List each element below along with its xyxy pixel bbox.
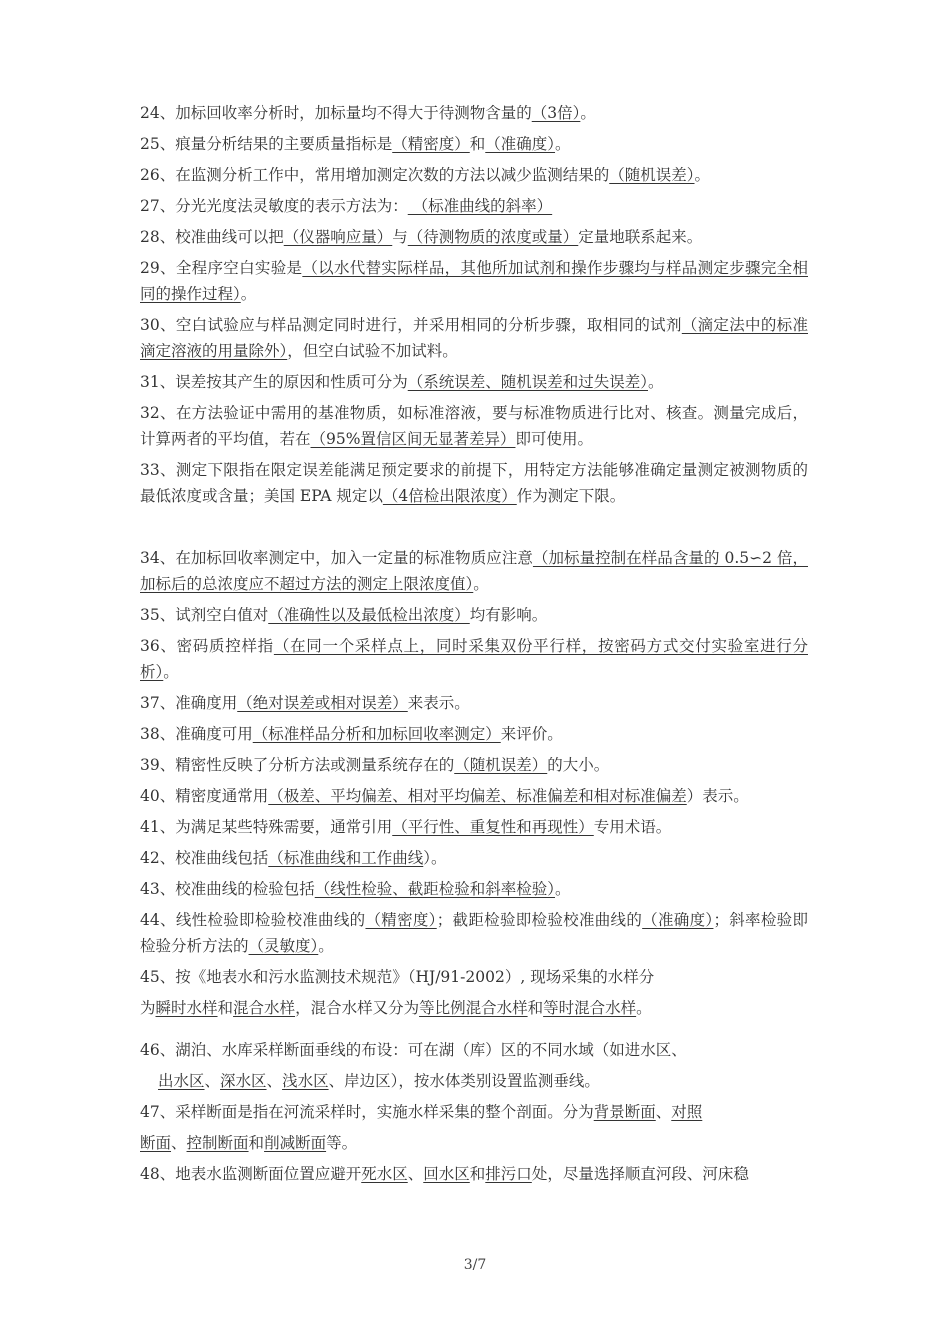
question-text: 的大小。	[547, 756, 610, 774]
question-text: ）表示。	[686, 787, 749, 805]
answer-text: （标准曲线的斜率）	[407, 197, 553, 215]
question-item	[140, 752, 808, 778]
question-text: 42、校准曲线包括	[140, 849, 269, 867]
question-text: ，但空白试验不加试料。	[287, 342, 458, 360]
question-item	[140, 100, 808, 126]
question-item	[140, 1161, 808, 1187]
question-text: 39、精密性反映了分析方法或测量系统存在的	[140, 756, 455, 774]
answer-text: （极差、平均偏差、相对平均偏差、标准偏差和相对标准偏差	[268, 787, 687, 805]
question-text: 47、采样断面是指在河流采样时，实施水样采集的整个剖面。分为	[140, 1103, 594, 1121]
answer-text: （系统误差、随机误差和过失误差）	[407, 373, 648, 391]
question-text: 38、准确度可用	[140, 725, 253, 743]
question-item	[140, 964, 808, 990]
question-item	[140, 814, 808, 840]
question-text: 来评价。	[500, 725, 563, 743]
answer-text: 混合水样	[233, 999, 296, 1017]
question-text: 作为测定下限。	[516, 487, 626, 505]
question-text: 。	[580, 104, 596, 122]
question-text: 34、在加标回收率测定中，加入一定量的标准物质应注意	[140, 549, 533, 567]
question-list	[140, 100, 808, 1192]
answer-text: （精密度）	[365, 911, 437, 929]
question-item	[140, 845, 808, 871]
question-text: 。	[648, 373, 664, 391]
answer-text: 瞬时水样	[155, 999, 218, 1017]
answer-text: 控制断面	[186, 1134, 249, 1152]
question-text: 即可使用。	[515, 430, 593, 448]
question-item	[140, 633, 808, 685]
answer-text: 回水区	[423, 1165, 470, 1183]
page-number: 3/7	[463, 1257, 487, 1273]
question-text: 。	[240, 285, 257, 303]
question-text: 。	[473, 575, 489, 593]
answer-text: （3倍）	[531, 104, 581, 122]
question-item	[140, 876, 808, 902]
answer-text: 深水区	[220, 1072, 267, 1090]
question-text: 44、线性检验即检验校准曲线的	[140, 911, 366, 929]
question-item	[140, 193, 808, 219]
question-text: 。	[555, 880, 571, 898]
question-text: 37、准确度用	[140, 694, 238, 712]
answer-text: （随机误差）	[609, 166, 695, 184]
question-text: 26、在监测分析工作中，常用增加测定次数的方法以减少监测结果的	[140, 166, 610, 184]
answer-text: （4倍检出限浓度）	[382, 487, 517, 505]
question-text: 、	[266, 1072, 283, 1090]
question-text: 。	[555, 135, 571, 153]
answer-text: （平行性、重复性和再现性）	[392, 818, 594, 836]
answer-text: 对照	[671, 1103, 703, 1121]
question-text: 、	[407, 1165, 424, 1183]
question-text: 和	[469, 1165, 486, 1183]
question-item	[140, 162, 808, 188]
question-text: 30、空白试验应与样品测定同时进行，并采用相同的分析步骤，取相同的试剂	[140, 316, 682, 334]
question-item	[140, 131, 808, 157]
answer-text: 断面	[140, 1134, 172, 1152]
question-text: 来表示。	[407, 694, 470, 712]
question-text: 41、为满足某些特殊需要，通常引用	[140, 818, 393, 836]
answer-text: （加标量控制在样品含量的 0.5∽2 倍，加标后的总浓度应不超过方法的测定上限浓度值）	[140, 549, 808, 593]
question-text: 。	[163, 663, 179, 681]
question-text: 、	[655, 1103, 672, 1121]
question-text: 为	[140, 999, 156, 1017]
question-text: 35、试剂空白值对	[140, 606, 269, 624]
answer-text: （灵敏度）	[248, 937, 319, 955]
answer-text: （在同一个采样点上，同时采集双份平行样，按密码方式交付实验室进行分析）	[140, 637, 808, 681]
answer-text: （线性检验、截距检验和斜率检验）	[314, 880, 555, 898]
question-text: 40、精密度通常用	[140, 787, 269, 805]
question-text: 和	[527, 999, 544, 1017]
question-item	[140, 1068, 808, 1094]
question-text: 和	[248, 1134, 265, 1152]
answer-text: 背景断面	[593, 1103, 656, 1121]
answer-text: 排污口	[485, 1165, 532, 1183]
question-item	[140, 224, 808, 250]
question-item	[140, 907, 808, 959]
question-text: 31、误差按其产生的原因和性质可分为	[140, 373, 408, 391]
question-text: ；截距检验即检验校准曲线的	[436, 911, 643, 929]
question-item	[140, 312, 808, 364]
answer-text: （准确度）	[485, 135, 556, 153]
question-text: 32、在方法验证中需用的基准物质，如标准溶液，要与标准物质进行比对、核查。测量完成后，计算两者的平均值，若在	[140, 404, 808, 448]
question-text: 48、地表水监测断面位置应避开	[140, 1165, 362, 1183]
answer-text: （精密度）	[392, 135, 470, 153]
question-item	[140, 545, 808, 597]
question-item	[140, 457, 808, 509]
question-item	[140, 783, 808, 809]
question-text: 。	[694, 166, 711, 184]
question-text: 。	[636, 999, 652, 1017]
question-item	[140, 400, 808, 452]
answer-text: （滴定法中的标准滴定溶液的用量除外）	[140, 316, 808, 360]
question-item	[140, 1130, 808, 1156]
question-text: 。	[318, 937, 334, 955]
question-text: 均有影响。	[469, 606, 548, 624]
answer-text: （标准样品分析和加标回收率测定）	[252, 725, 501, 743]
question-item	[140, 1037, 808, 1063]
question-item	[140, 690, 808, 716]
question-text: 36、密码质控样指	[140, 637, 274, 655]
question-text: 、	[204, 1072, 221, 1090]
answer-text: （仪器响应量）	[283, 228, 393, 246]
question-text: 和	[469, 135, 486, 153]
answer-text: 死水区	[361, 1165, 408, 1183]
question-item	[140, 602, 808, 628]
question-text: 、	[171, 1134, 187, 1152]
question-text: 、岸边区），按水体类别设置监测垂线。	[328, 1072, 600, 1090]
question-item	[140, 255, 808, 307]
question-item	[140, 721, 808, 747]
question-text: 46、湖泊、水库采样断面垂线的布设：可在湖（库）区的不同水域（如进水区、	[140, 1041, 687, 1059]
answer-text: 出水区	[158, 1072, 205, 1090]
question-text: ，混合水样又分为	[295, 999, 420, 1017]
answer-text: （以水代替实际样品，其他所加试剂和操作步骤均与样品测定步骤完全相同的操作过程）	[140, 259, 808, 303]
answer-text: （待测物质的浓度或量）	[407, 228, 579, 246]
question-item	[140, 1099, 808, 1125]
answer-text: （准确性以及最低检出浓度）	[268, 606, 470, 624]
question-text: 28、校准曲线可以把	[140, 228, 284, 246]
question-text: 33、测定下限指在限定误差能满足预定要求的前提下，用特定方法能够准确定量测定被测物质的最低浓度或含量；美国 EPA 规定以	[140, 461, 808, 505]
question-text: 29、全程序空白实验是	[140, 259, 303, 277]
question-item	[140, 995, 808, 1021]
question-text: 处，尽量选择顺直河段、河床稳	[531, 1165, 749, 1183]
question-text: 与	[392, 228, 408, 246]
answer-text: （随机误差）	[454, 756, 548, 774]
question-text: 25、痕量分析结果的主要质量指标是	[140, 135, 393, 153]
question-text: 45、按《地表水和污水监测技术规范》（HJ/91-2002）, 现场采集的水样分	[140, 968, 655, 986]
answer-text: （准确度）	[642, 911, 714, 929]
answer-text: 等比例混合水样	[419, 999, 528, 1017]
question-text: ；斜率检验即检验分析方法的	[140, 911, 808, 955]
answer-text: 等时混合水样	[543, 999, 637, 1017]
answer-text: （95%置信区间无显著差异）	[310, 430, 516, 448]
question-text: 43、校准曲线的检验包括	[140, 880, 315, 898]
question-text: 27、分光光度法灵敏度的表示方法为：	[140, 197, 408, 215]
question-text: 和	[217, 999, 234, 1017]
answer-text: （标准曲线和工作曲线	[268, 849, 424, 867]
answer-text: （绝对误差或相对误差）	[237, 694, 408, 712]
question-text: 24、加标回收率分析时，加标量均不得大于待测物含量的	[140, 104, 532, 122]
question-text: 专用术语。	[593, 818, 672, 836]
answer-text: 削减断面	[264, 1134, 327, 1152]
question-text: 等。	[326, 1134, 358, 1152]
answer-text: 浅水区	[282, 1072, 329, 1090]
question-text: 定量地联系起来。	[578, 228, 703, 246]
question-item	[140, 369, 808, 395]
question-text: ）。	[423, 849, 447, 867]
